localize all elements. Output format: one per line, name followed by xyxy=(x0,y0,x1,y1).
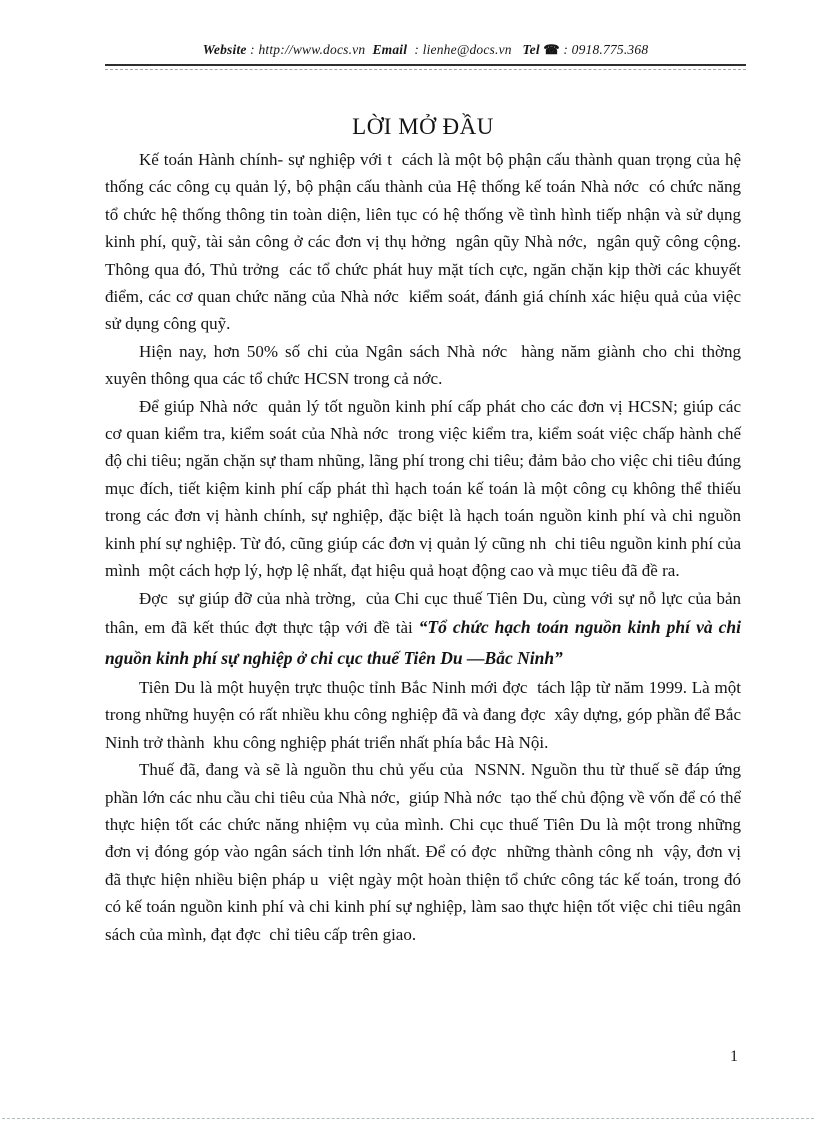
page-number: 1 xyxy=(730,1048,738,1065)
header-text-run: : lienhe@docs.vn xyxy=(407,42,523,57)
header-text-run: Tel xyxy=(522,42,544,57)
paragraphs xyxy=(105,146,750,948)
text-run: Để giúp Nhà nớc quản lý tốt nguồn kinh phí cấp phát cho các đơn vị HCSN; giúp các cơ quan kiểm tra, kiểm soát của Nhà nớc trong việc kiểm tra, kiểm soát việc chấp hành chế độ chi tiêu; ngăn chặn sự tham nhũng, lãng phí trong chi tiêu; đảm bảo cho việc chi tiêu đúng mục đích, tiết kiệm kinh phí cấp phát thì hạch toán kế toán là một công cụ không thể thiếu trong các đơn vị hành chính, sự nghiệp, đặc biệt là hạch toán nguồn kinh phí và chi nguồn kinh phí sự nghiệp. Từ đó, cũng giúp các đơn vị quản lý cũng nh chi tiêu nguồn kinh phí của mình một cách hợp lý, hợp lệ nhất, đạt hiệu quả hoạt động cao và mục tiêu đã đề ra. xyxy=(105,396,746,581)
page-header xyxy=(105,42,746,70)
header-text xyxy=(105,42,746,64)
header-rule-dashed xyxy=(105,69,746,70)
phone-icon: ☎ xyxy=(543,42,560,57)
text-run: Kế toán Hành chính- sự nghiệp với t cách là một bộ phận cấu thành quan trọng của hệ thống các công cụ quản lý, bộ phận cấu thành của Hệ thống kế toán Nhà nớc có chức năng tổ chức hệ thống thông tin toàn diện, liên tục có hệ thống về tình hình tiếp nhận và sử dụng kinh phí, quỹ, tài sản công ở các đơn vị thụ hởng ngân qũy Nhà nớc, ngân quỹ công cộng. Thông qua đó, Thủ trởng các tổ chức phát huy mặt tích cực, ngăn chặn kịp thời các khuyết điểm, các cơ quan chức năng của Nhà nớc kiểm soát, đánh giá chính xác hiệu quả của việc sử dụng công quỹ. xyxy=(105,150,746,334)
text-run: Hiện nay, hơn 50% số chi của Ngân sách Nhà nớc hàng năm giành cho chi thờng xuyên thông qua các tổ chức HCSN trong cả nớc. xyxy=(105,341,750,389)
paragraph xyxy=(105,585,746,674)
header-text-run: Website xyxy=(202,42,247,57)
text-run: Tiên Du là một huyện trực thuộc tỉnh Bắc Ninh mới đợc tách lập từ năm 1999. Là một trong những huyện có rất nhiều khu công nghiệp đã và đang đợc xây dựng, góp phần để Bắc Ninh trở thành khu công nghiệp phát triển nhất phía bắc Hà Nội. xyxy=(105,677,746,752)
paragraph xyxy=(105,674,746,756)
page-bottom-rule xyxy=(2,1118,814,1119)
header-text-run: : http://www.docs.vn xyxy=(246,42,373,57)
paragraph xyxy=(105,146,746,338)
page-title: LỜI MỞ ĐẦU xyxy=(352,114,494,139)
paragraph xyxy=(105,756,746,948)
text-run: “Tổ chức hạch toán nguồn kinh phí và chi nguồn kinh phí sự nghiệp ở chi cục thuế Tiên Du —Bắc Ninh” xyxy=(105,616,746,668)
header-rule-solid xyxy=(105,64,746,66)
text-run: Thuế đã, đang và sẽ là nguồn thu chủ yếu của NSNN. Nguồn thu từ thuế sẽ đáp ứng phần lớn các nhu cầu chi tiêu của Nhà nớc, giúp Nhà nớc tạo thế chủ động về vốn để có thể thực hiện tốt các chức năng nhiệm vụ của mình. Chi cục thuế Tiên Du là một trong những đơn vị đóng góp vào ngân sách tỉnh lớn nhất. Để có đợc những thành công nh vậy, đơn vị đã thực hiện nhiều biện pháp u việt ngày một hoàn thiện tổ chức công tác kế toán, trong đó có kế toán nguồn kinh phí và chi kinh phí sự nghiệp, làm sao thực hiện tốt việc chi tiêu ngân sách của mình, đạt đợc chỉ tiêu cấp trên giao. xyxy=(105,760,746,944)
document-body xyxy=(105,76,750,948)
paragraph xyxy=(105,338,750,393)
header-text-run: Email xyxy=(372,42,408,57)
text-run: Đợc sự giúp đỡ của nhà trờng, của Chi cục thuế Tiên Du, cùng với sự nỗ lực của bản thân, em đã kết thúc đợt thực tập với đề tài xyxy=(105,588,746,637)
paragraph xyxy=(105,393,746,585)
header-text-run: : 0918.775.368 xyxy=(559,42,649,57)
